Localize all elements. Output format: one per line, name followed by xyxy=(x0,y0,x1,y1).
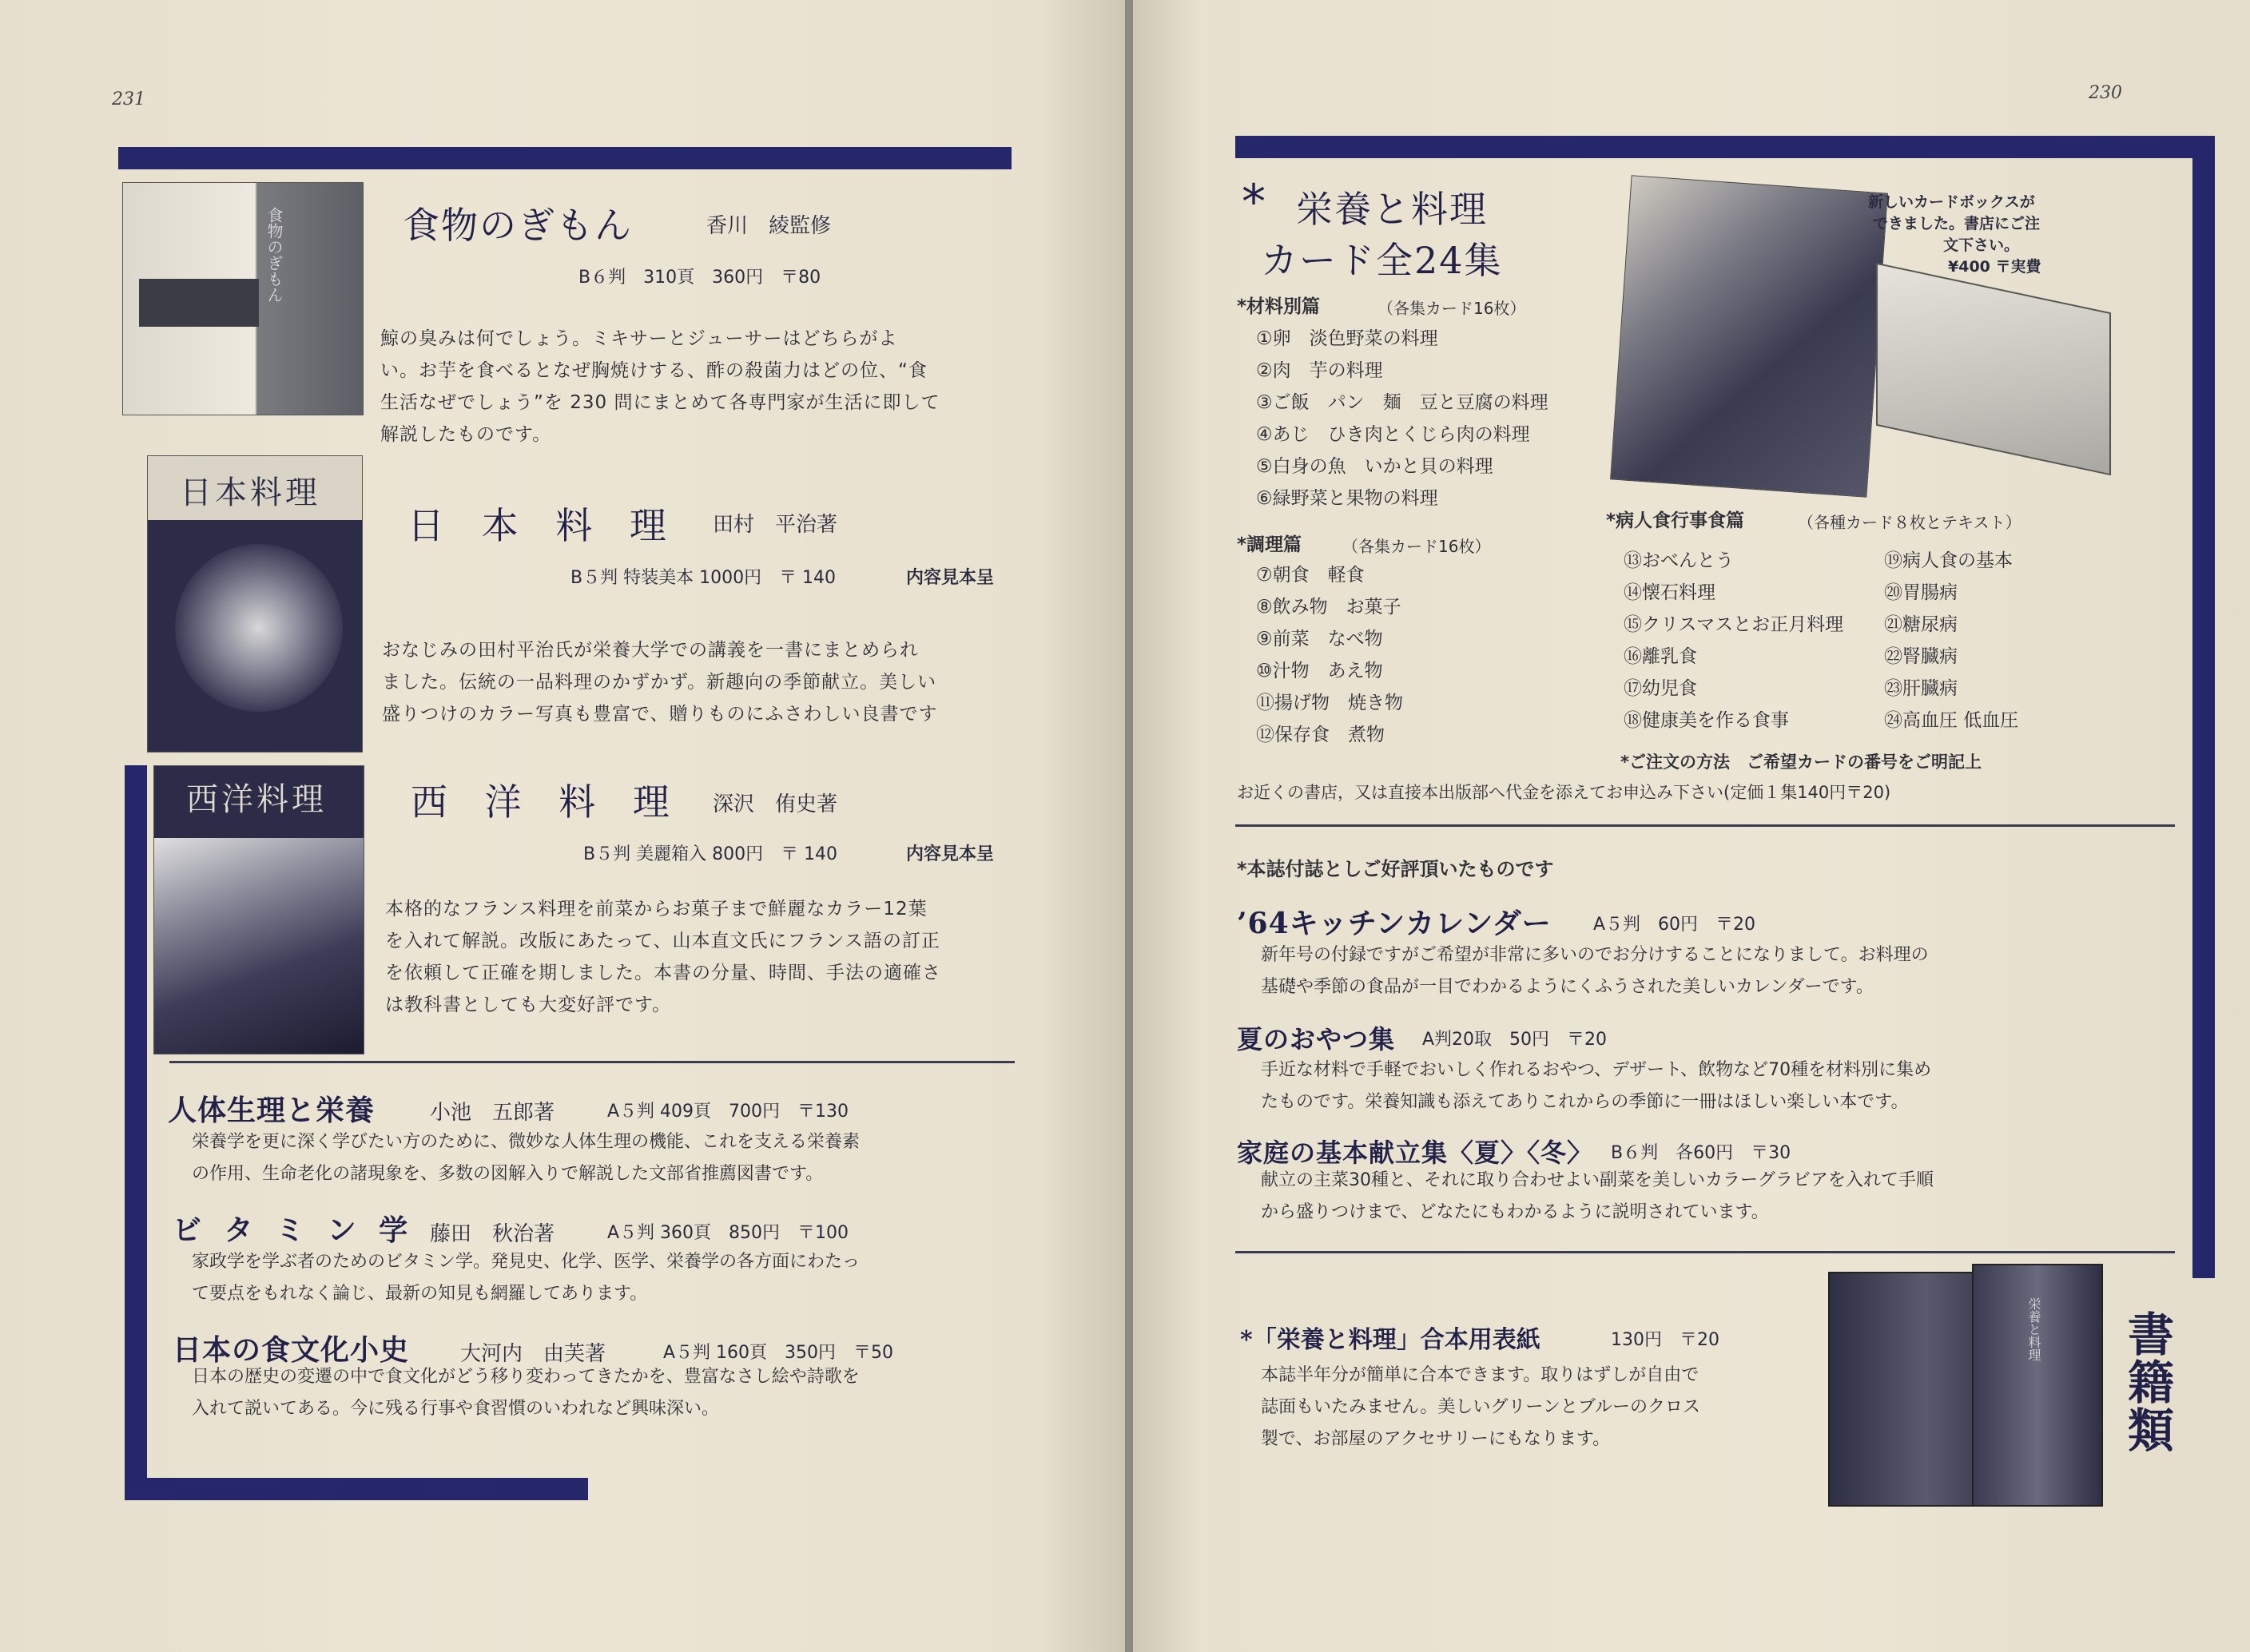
sick-sub: （各種カード８枚とテキスト） xyxy=(1798,513,2021,532)
menu-spec: B６判 各60円 〒30 xyxy=(1611,1143,1791,1163)
physiology-author: 小池 五郎著 xyxy=(430,1101,555,1125)
list-item: ⑤白身の魚 いかと貝の料理 xyxy=(1256,456,1493,477)
list-item: ③ご飯 パン 麺 豆と豆腐の料理 xyxy=(1256,392,1548,413)
list-item: ⑳胃腸病 xyxy=(1884,582,1958,603)
card-stack-image xyxy=(1610,175,1888,498)
food-culture-desc xyxy=(192,1361,1023,1425)
desc-line: 誌面もいたみません。美しいグリーンとブルーのクロス xyxy=(1261,1397,1701,1417)
card-box-image xyxy=(1876,263,2111,475)
western-cuisine-badge: 内容見本呈 xyxy=(906,844,995,864)
asterisk-icon: * xyxy=(1242,174,1266,230)
list-item: ⑮クリスマスとお正月料理 xyxy=(1624,614,1844,635)
list-item: ⑰幼児食 xyxy=(1624,678,1697,699)
japanese-cuisine-badge: 内容見本呈 xyxy=(906,568,995,588)
box-note-line: 文下さい。 xyxy=(1943,236,2020,254)
desc-line: 手近な材料で手軽でおいしく作れるおやつ、デザート、飲物など70種を材料別に集め xyxy=(1261,1060,1932,1080)
section-divider xyxy=(1235,824,2175,827)
menu-desc xyxy=(1261,1165,2180,1229)
sick-list-col1 xyxy=(1624,545,1843,737)
section-divider xyxy=(1235,1251,2175,1253)
western-cuisine-desc xyxy=(385,893,1024,1021)
vitamins-author: 藤田 秋治著 xyxy=(430,1222,555,1246)
list-item: ⑥緑野菜と果物の料理 xyxy=(1256,488,1438,509)
cover-spine-text: 食物のぎもん xyxy=(264,207,284,303)
list-item: ①卵 淡色野菜の料理 xyxy=(1256,328,1438,349)
food-culture-spec: A５判 160頁 350円 〒50 xyxy=(663,1343,894,1363)
vitamins-spec: A５判 360頁 850円 〒100 xyxy=(607,1223,849,1243)
desc-line: ました。伝統の一品料理のかずかず。新趣向の季節献立。美しい xyxy=(382,672,937,693)
list-item: ⑨前菜 なべ物 xyxy=(1256,629,1383,649)
cover-title: 日本料理 xyxy=(180,475,320,511)
western-cuisine-spec: B５判 美麗箱入 800円 〒 140 xyxy=(583,844,838,864)
food-questions-spec: B６判 310頁 360円 〒80 xyxy=(578,268,821,288)
left-accent-bar xyxy=(125,765,147,1500)
list-item: ⑧飲み物 お菓子 xyxy=(1256,597,1401,618)
right-accent-bar xyxy=(2192,136,2215,1278)
sick-list-col2 xyxy=(1884,545,2018,737)
list-item: ⑫保存食 煮物 xyxy=(1256,725,1385,745)
list-item: ㉓肝臓病 xyxy=(1884,678,1958,699)
desc-line: い。お芋を食べるとなぜ胸焼けする、酢の殺菌力はどの位、“食 xyxy=(380,360,928,381)
cards-title-line1: 栄養と料理 xyxy=(1296,188,1488,231)
desc-line: 基礎や季節の食品が一目でわかるようにくふうされた美しいカレンダーです。 xyxy=(1261,977,1874,997)
box-note xyxy=(1868,192,2041,278)
menu-title: 家庭の基本献立集〈夏〉〈冬〉 xyxy=(1237,1138,1594,1168)
snacks-desc xyxy=(1261,1054,2180,1118)
desc-line: 盛りつけのカラー写真も豊富で、贈りものにふさわしい良書です xyxy=(382,704,938,725)
order-line2: お近くの書店，又は直接本出版部へ代金を添えてお申込み下さい(定価１集140円〒20) xyxy=(1237,783,1891,802)
desc-line: 入れて説いてある。今に残る行事や食習慣のいわれなど興味深い。 xyxy=(192,1399,720,1419)
desc-line: 本格的なフランス料理を前菜からお菓子まで鮮麗なカラー12葉 xyxy=(385,899,928,919)
calendar-desc xyxy=(1261,939,2180,1003)
cooking-sub: （各集カード16枚） xyxy=(1342,537,1491,556)
japanese-cuisine-cover xyxy=(147,455,363,753)
desc-line: 家政学を学ぶ者のためのビタミン学。発見史、化学、医学、栄養学の各方面にわたっ xyxy=(192,1252,861,1272)
desc-line: 鯨の臭みは何でしょう。ミキサーとジューサーはどちらがよ xyxy=(380,328,898,349)
desc-line: 日本の歴史の変遷の中で食文化がどう移り変わってきたかを、豊富なさし絵や詩歌を xyxy=(192,1367,860,1387)
cover-chair-illustration xyxy=(139,279,259,327)
binder-title: *「栄養と料理」合本用表紙 xyxy=(1240,1326,1540,1354)
snacks-title: 夏のおやつ集 xyxy=(1237,1024,1396,1054)
list-item: ②肉 芋の料理 xyxy=(1256,360,1383,381)
desc-line: おなじみの田村平治氏が栄養大学での講義を一書にまとめられ xyxy=(382,640,919,661)
list-item: ⑭懐石料理 xyxy=(1624,582,1715,603)
desc-line: から盛りつけまで、どなたにもわかるように説明されています。 xyxy=(1261,1202,1769,1222)
materials-header: *材料別篇 xyxy=(1237,296,1321,317)
physiology-spec: A５判 409頁 700円 〒130 xyxy=(607,1102,849,1122)
western-cuisine-title: 西 洋 料 理 xyxy=(411,780,682,824)
page-number: 231 xyxy=(112,89,145,109)
desc-line: 献立の主菜30種と、それに取り合わせよい副菜を美しいカラーグラビアを入れて手順 xyxy=(1261,1170,1934,1190)
list-item: ⑩汁物 あえ物 xyxy=(1256,661,1383,681)
calendar-title: ’64キッチンカレンダー xyxy=(1237,907,1552,940)
food-questions-desc xyxy=(380,323,1020,451)
desc-line: を入れて解説。改版にあたって、山本直文氏にフランス語の訂正 xyxy=(385,931,940,951)
western-cuisine-author: 深沢 侑史著 xyxy=(713,792,838,816)
vitamins-title: ビ タ ミ ン 学 xyxy=(173,1213,415,1247)
food-questions-title: 食物のぎもん xyxy=(403,204,633,247)
list-item: ⑯離乳食 xyxy=(1624,646,1697,667)
list-item: ⑬おべんとう xyxy=(1624,550,1734,571)
right-page xyxy=(1133,0,2250,1652)
physiology-desc xyxy=(192,1126,1023,1190)
japanese-cuisine-spec: B５判 特装美本 1000円 〒 140 xyxy=(570,568,837,588)
cover-title: 西洋料理 xyxy=(186,781,327,818)
binder-spec: 130円 〒20 xyxy=(1611,1330,1719,1350)
japanese-cuisine-desc xyxy=(382,634,1021,730)
desc-line: の作用、生命老化の諸現象を、多数の図解入りで解説した文部省推薦図書です。 xyxy=(192,1164,824,1184)
list-item: ㉒腎臓病 xyxy=(1884,646,1958,667)
supplements-header: *本誌付誌としご好評頂いたものです xyxy=(1237,858,1554,880)
list-item: ㉑糖尿病 xyxy=(1884,614,1958,635)
cover-dish-image xyxy=(154,838,364,1054)
cooking-list xyxy=(1256,559,1403,751)
food-culture-author: 大河内 由芙著 xyxy=(460,1342,606,1366)
materials-list xyxy=(1256,323,1548,514)
calendar-spec: A５判 60円 〒20 xyxy=(1593,915,1756,935)
category-label: 書籍類 xyxy=(2120,1310,2174,1454)
desc-line: 新年号の付録ですがご希望が非常に多いのでお分けすることになりまして。お料理の xyxy=(1261,945,1929,965)
list-item: ④あじ ひき肉とくじら肉の料理 xyxy=(1256,424,1530,445)
food-culture-title: 日本の食文化小史 xyxy=(173,1333,410,1367)
cards-title-line2: カード全24集 xyxy=(1261,239,1503,282)
desc-line: 栄養学を更に深く学びたい方のために、微妙な人体生理の機能、これを支える栄養素 xyxy=(192,1132,861,1152)
vitamins-desc xyxy=(192,1246,1023,1310)
list-item: ⑱健康美を作る食事 xyxy=(1624,710,1789,731)
cover-platter-image xyxy=(175,544,343,712)
page-number: 230 xyxy=(2089,83,2122,103)
binder-image-1 xyxy=(1828,1272,1991,1507)
list-item: ㉔高血圧 低血圧 xyxy=(1884,710,2019,731)
desc-line: て要点をもれなく論じ、最新の知見も網羅してあります。 xyxy=(192,1284,648,1304)
top-accent-bar xyxy=(118,147,1012,169)
list-item: ⑲病人食の基本 xyxy=(1884,550,2013,571)
desc-line: は教科書としても大変好評です。 xyxy=(385,995,672,1015)
desc-line: たものです。栄養知識も添えてありこれからの季節に一冊はほしい楽しい本です。 xyxy=(1261,1092,1909,1112)
order-line1: *ご注文の方法 ご希望カードの番号をご明記上 xyxy=(1620,753,1982,772)
western-cuisine-cover xyxy=(153,765,364,1054)
sick-header: *病人食行事食篇 xyxy=(1606,510,1745,531)
desc-line: 生活なぜでしょう”を 230 問にまとめて各専門家が生活に即して xyxy=(380,392,940,413)
top-accent-bar xyxy=(1235,136,2215,158)
binder-image-2 xyxy=(1972,1264,2103,1507)
food-questions-author: 香川 綾監修 xyxy=(706,214,832,238)
japanese-cuisine-author: 田村 平治著 xyxy=(713,513,838,537)
box-note-line: できました。書店にご注 xyxy=(1873,215,2041,232)
desc-line: 解説したものです。 xyxy=(380,424,552,445)
japanese-cuisine-title: 日 本 料 理 xyxy=(407,504,679,547)
binder-desc xyxy=(1261,1360,1900,1455)
list-item: ⑦朝食 軽食 xyxy=(1256,565,1365,586)
box-note-line: 新しいカードボックスが xyxy=(1868,193,2035,211)
box-note-line: ¥400 〒実費 xyxy=(1948,258,2041,276)
binder-spine-label: 栄養と料理 xyxy=(2026,1297,2041,1361)
physiology-title: 人体生理と栄養 xyxy=(168,1094,376,1127)
materials-sub: （各集カード16枚） xyxy=(1377,299,1526,318)
desc-line: 製で、お部屋のアクセサリーにもなります。 xyxy=(1261,1429,1611,1449)
bottom-accent-bar xyxy=(125,1478,588,1500)
food-questions-cover xyxy=(122,182,364,415)
cooking-header: *調理篇 xyxy=(1237,534,1302,555)
snacks-spec: A判20取 50円 〒20 xyxy=(1422,1030,1608,1050)
desc-line: を依頼して正確を期しました。本書の分量、時間、手法の適確さ xyxy=(385,963,941,983)
list-item: ⑪揚げ物 焼き物 xyxy=(1256,693,1403,713)
section-divider xyxy=(169,1061,1015,1063)
desc-line: 本誌半年分が簡単に合本できます。取りはずしが自由で xyxy=(1261,1365,1699,1385)
